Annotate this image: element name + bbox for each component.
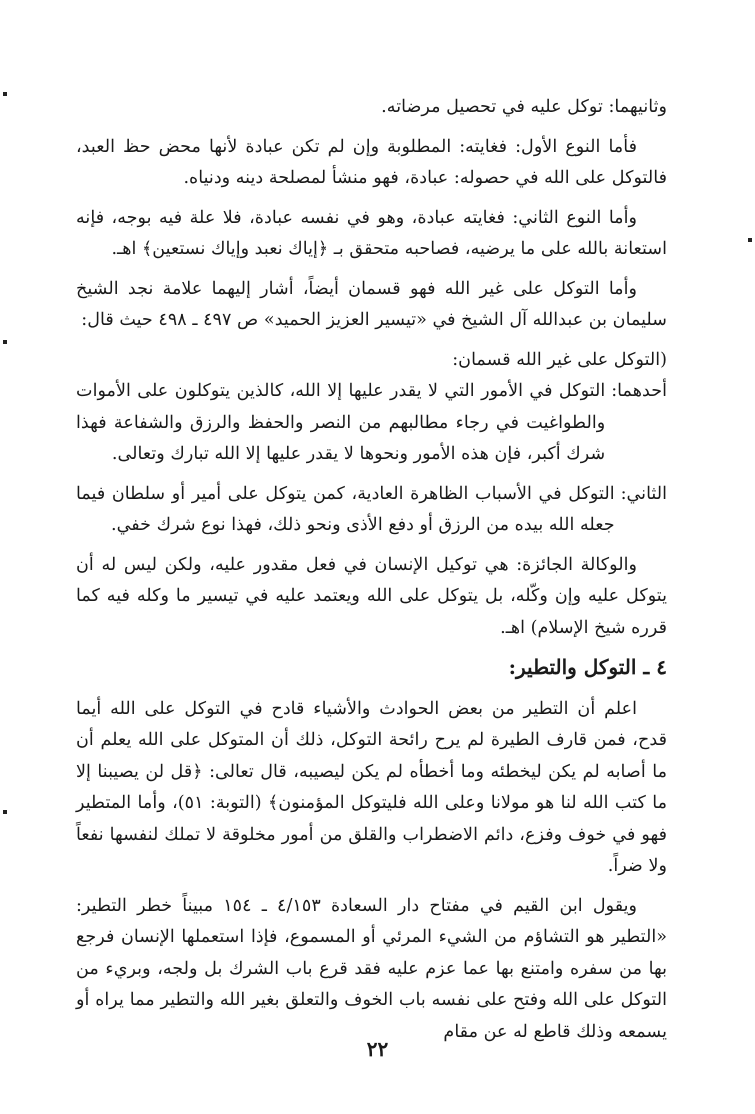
scan-mark — [748, 238, 752, 242]
list-item-first — [76, 376, 667, 471]
list-item-label: أحدهما: — [611, 381, 667, 401]
scan-mark — [3, 340, 7, 344]
paragraph-first-kind: فأما النوع الأول: فغايته: المطلوبة وإن لم تكن عبادة لأنها محض حظ العبد، فالتوكل على الله في حصوله: عبادة، فهو منشأ لمصلحة دينه ودنياه. — [76, 136, 667, 188]
list-item-second — [76, 479, 667, 542]
scan-mark — [3, 92, 7, 96]
quote-intro: (التوكل على غير الله قسمان: — [452, 349, 667, 370]
list-item-text: التوكل في الأمور التي لا يقدر عليها إلا الله، كالذين يتوكلون على الأموات والطواغيت في رجاء مطالبهم من النصر والحفظ والرزق والشفاعة فهذا شرك أكبر، فإن هذه الأمور ونحوها لا يقدر عليها إلا الله تبارك وتعالى. — [76, 381, 606, 464]
scan-mark — [3, 810, 7, 814]
paragraph-second-type: وثانيهما: توكل عليه في تحصيل مرضاته. — [381, 97, 667, 117]
list-item-text: التوكل في الأسباب الظاهرة العادية، كمن يتوكل على أمير أو سلطان فيما جعله الله بيده من الرزق أو دفع الأذى ونحو ذلك، فهذا نوع شرك خفي. — [76, 483, 615, 535]
list-item-label: الثاني: — [620, 483, 667, 504]
paragraph-ibn-alqayyim: ويقول ابن القيم في مفتاح دار السعادة ٤/١٥٣ ـ ١٥٤ مبيناً خطر التطير: «التطير هو التشاؤم من الشيء المرئي أو المسموع، فإذا استعملها الإنسان فرجع بها من سفره وامتنع بها عما عزم عليه فقد قرع باب الشرك بل ولجه، وبريء من التوكل على الله وفتح على نفسه باب الخوف والتعلق بغير الله والتطير مما يراه أو يسمعه وذلك قاطع له عن مقام — [76, 895, 667, 1042]
page-number: ٢٢ — [366, 1037, 389, 1061]
section-heading: ٤ ـ التوكل والتطير: — [508, 655, 667, 679]
paragraph-second-kind: وأما النوع الثاني: فغايته عبادة، وهو في نفسه عبادة، فلا علة فيه بوجه، فإنه استعانة بالله على ما يرضيه، فصاحبه متحقق بـ ﴿إياك نعبد وإياك نستعين﴾ اهـ. — [76, 207, 667, 259]
paragraph-reliance-on-other: وأما التوكل على غير الله فهو قسمان أيضاً، أشار إليهما علامة نجد الشيخ سليمان بن عبدالله آل الشيخ في «تيسير العزيز الحميد» ص ٤٩٧ ـ ٤٩٨ حيث قال: — [76, 278, 667, 330]
paragraph-omen: اعلم أن التطير من بعض الحوادث والأشياء قادح في التوكل على الله أيما قدح، فمن قارف الطيرة لم يرح رائحة التوكل، ذلك أن المتوكل على الله يعلم أن ما أصابه لم يكن ليخطئه وما أخطأه لم يكن ليصيبه، قال تعالى: ﴿قل لن يصيبنا إلا ما كتب الله لنا هو مولانا وعلى الله فليتوكل المؤمنون﴾ (التوبة: ٥١)، وأما المتطير فهو في خوف وفزع، دائم الاضطراب والقلق من أمور مخلوقة لا تملك لنفسها نفعاً ولا ضراً. — [76, 698, 667, 876]
body-text — [76, 92, 667, 1048]
paragraph-permitted-agency: والوكالة الجائزة: هي توكيل الإنسان في فعل مقدور عليه، ولكن ليس له أن يتوكل عليه وإن وكّله، بل يتوكل على الله ويعتمد عليه في تيسير ما وكله فيه كما قرره شيخ الإسلام) اهـ. — [76, 554, 667, 638]
